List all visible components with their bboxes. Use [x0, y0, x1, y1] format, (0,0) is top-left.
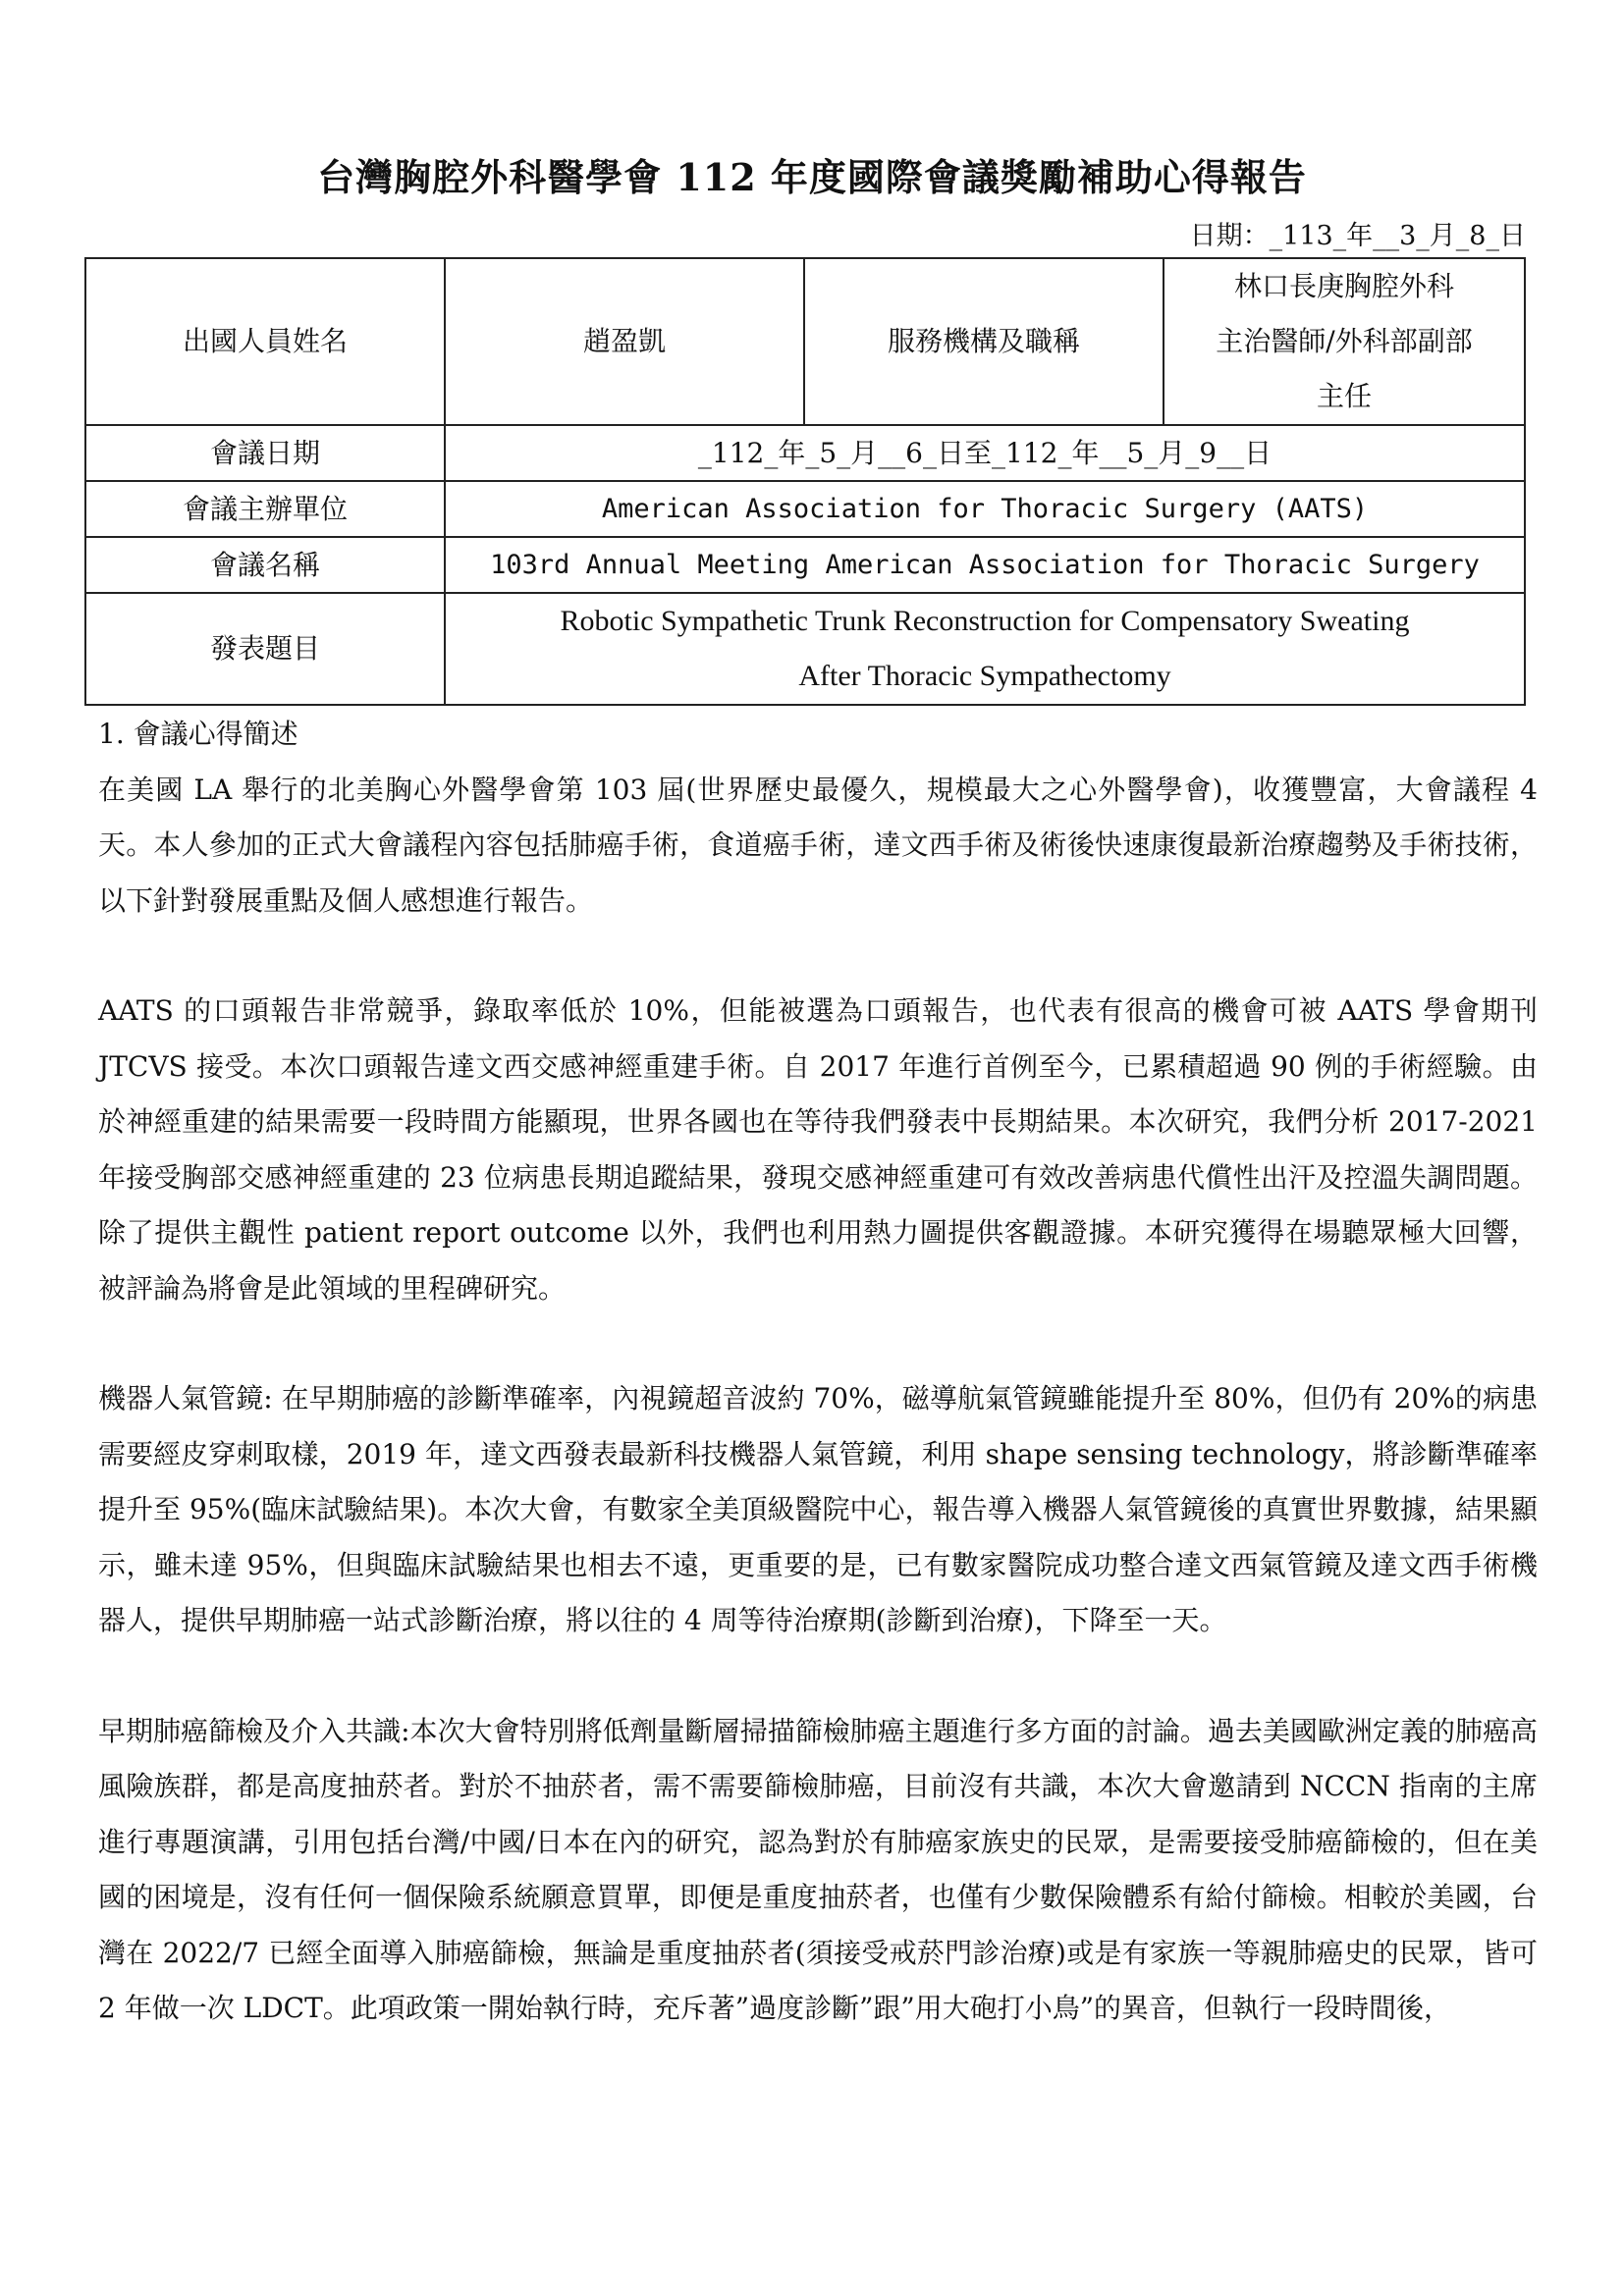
- topic-value-line-2: After Thoracic Sympathectomy: [798, 660, 1171, 692]
- name-value: 趙盈凱: [445, 258, 804, 425]
- paragraph-gap: [98, 929, 1538, 984]
- org-value-line-3: 主任: [1316, 380, 1372, 412]
- report-date: 日期：_113_年__3_月_8_日: [1189, 221, 1526, 251]
- report-body: [98, 707, 1538, 2037]
- org-value: [1164, 258, 1525, 425]
- meeting-date-value: _112_年_5_月__6_日至_112_年__5_月_9__日: [445, 425, 1525, 481]
- host-value: American Association for Thoracic Surgery (AATS): [445, 481, 1525, 537]
- page-title: 台灣胸腔外科醫學會 112 年度國際會議獎勵補助心得報告: [317, 155, 1307, 199]
- name-label: 出國人員姓名: [85, 258, 445, 425]
- meeting-date-label: 會議日期: [85, 425, 445, 481]
- paragraph-2: AATS 的口頭報告非常競爭，錄取率低於 10%，但能被選為口頭報告，也代表有很高的機會可被 AATS 學會期刊 JTCVS 接受。本次口頭報告達文西交感神經重建手術。自 2017 年進行首例至今，已累積超過 90 例的手術經驗。由於神經重建的結果需要一段時間方能顯現，世界各國也在等待我們發表中長期結果。本次研究，我們分析 2017-2021 年接受胸部交感神經重建的 23 位病患長期追蹤結果，發現交感神經重建可有效改善病患代償性出汗及控溫失調問題。除了提供主觀性 patient report outcome 以外，我們也利用熱力圖提供客觀證據。本研究獲得在場聽眾極大回響，被評論為將會是此領域的里程碑研究。: [98, 994, 1538, 1305]
- paragraph-4: 早期肺癌篩檢及介入共識:本次大會特別將低劑量斷層掃描篩檢肺癌主題進行多方面的討論。過去美國歐洲定義的肺癌高風險族群，都是高度抽菸者。對於不抽菸者，需不需要篩檢肺癌，目前沒有共識，本次大會邀請到 NCCN 指南的主席進行專題演講，引用包括台灣/中國/日本在內的研究，認為對於有肺癌家族史的民眾，是需要接受肺癌篩檢的，但在美國的困境是，沒有任何一個保險系統願意買單，即便是重度抽菸者，也僅有少數保險體系有給付篩檢。相較於美國，台灣在 2022/7 已經全面導入肺癌篩檢，無論是重度抽菸者(須接受戒菸門診治療)或是有家族一等親肺癌史的民眾，皆可 2 年做一次 LDCT。此項政策一開始執行時，充斥著”過度診斷”跟”用大砲打小鳥”的異音，但執行一段時間後，: [98, 1714, 1538, 2024]
- section-heading: 1. 會議心得簡述: [98, 718, 298, 750]
- org-value-line-2: 主治醫師/外科部副部: [1216, 325, 1473, 357]
- paragraph-gap: [98, 1649, 1538, 1704]
- topic-value-line-1: Robotic Sympathetic Trunk Reconstruction for Compensatory Sweating: [560, 605, 1410, 637]
- org-value-line-1: 林口長庚胸腔外科: [1233, 270, 1454, 302]
- paragraph-3: 機器人氣管鏡: 在早期肺癌的診斷準確率，內視鏡超音波約 70%，磁導航氣管鏡雖能提升至 80%，但仍有 20%的病患需要經皮穿刺取樣，2019 年，達文西發表最新科技機器人氣管鏡，利用 shape sensing technology，將診斷準確率提升至 95%(臨床試驗結果)。本次大會，有數家全美頂級醫院中心，報告導入機器人氣管鏡後的真實世界數據，結果顯示，雖未達 95%，但與臨床試驗結果也相去不遠，更重要的是，已有數家醫院成功整合達文西氣管鏡及達文西手術機器人，提供早期肺癌一站式診斷治療，將以往的 4 周等待治療期(診斷到治療)，下降至一天。: [98, 1382, 1538, 1636]
- info-table: [84, 257, 1526, 706]
- paragraph-1: 在美國 LA 舉行的北美胸心外醫學會第 103 屆(世界歷史最優久，規模最大之心外醫學會)，收獲豐富，大會議程 4 天。本人參加的正式大會議程內容包括肺癌手術，食道癌手術，達文西手術及術後快速康復最新治療趨勢及手術技術，以下針對發展重點及個人感想進行報告。: [98, 773, 1538, 917]
- org-label: 服務機構及職稱: [804, 258, 1164, 425]
- paragraph-gap: [98, 1316, 1538, 1371]
- host-label: 會議主辦單位: [85, 481, 445, 537]
- topic-value: [445, 593, 1525, 705]
- meeting-name-value: 103rd Annual Meeting American Association for Thoracic Surgery: [445, 537, 1525, 593]
- meeting-name-label: 會議名稱: [85, 537, 445, 593]
- topic-label: 發表題目: [85, 593, 445, 705]
